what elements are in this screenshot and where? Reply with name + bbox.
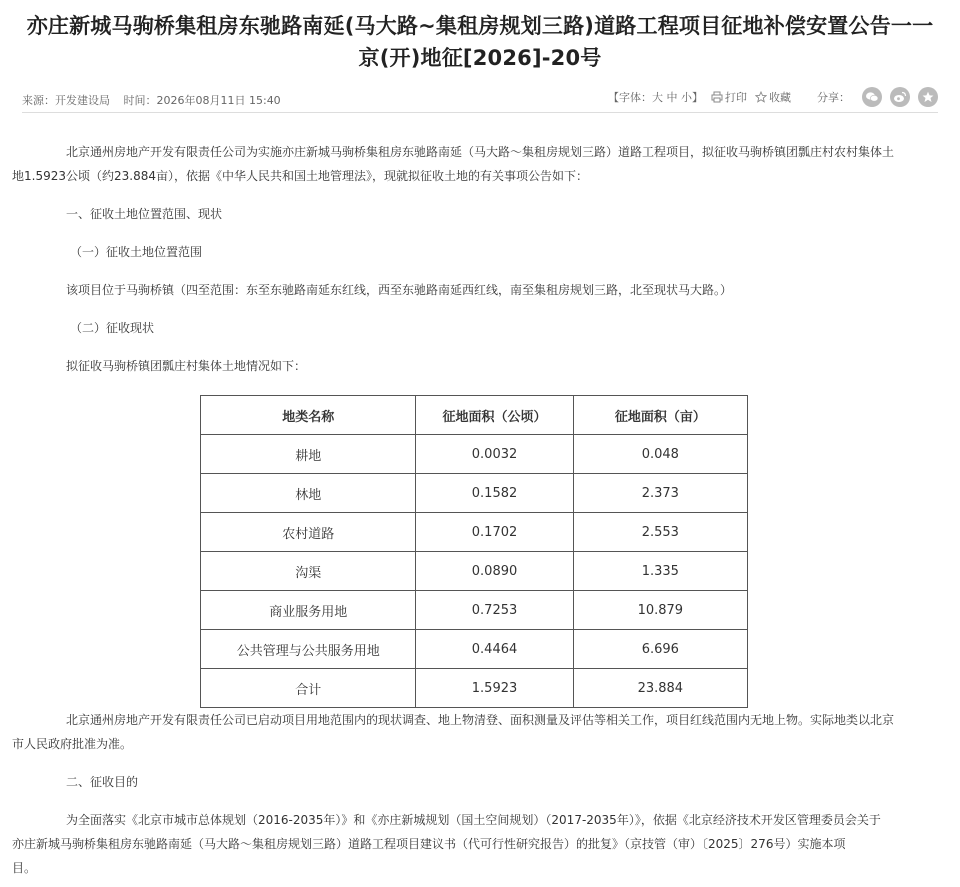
table-cell: 2.373 bbox=[573, 474, 747, 513]
publish-time: 时间：2026年08月11日 15:40 bbox=[123, 94, 281, 107]
purpose-line1: 为全面落实《北京市城市总体规划（2016-2035年）》和《亦庄新城规划（国土空间规划）（2017-2035年）》，依据《北京经济技术开发区管理委员会关于 bbox=[66, 813, 881, 827]
section-heading-1: 一、征收土地位置范围、现状 bbox=[66, 207, 223, 221]
table-cell: 23.884 bbox=[573, 669, 747, 708]
table-cell: 2.553 bbox=[573, 513, 747, 552]
table-row bbox=[201, 591, 748, 630]
range-paragraph: 该项目位于马驹桥镇（四至范围：东至东驰路南延东红线，西至东驰路南延西红线，南至集租房规划三路，北至现状马大路。） bbox=[66, 283, 733, 297]
status-paragraph bbox=[30, 708, 930, 732]
table-cell: 合计 bbox=[201, 669, 416, 708]
intro-paragraph bbox=[30, 140, 930, 164]
share-qzone-button[interactable] bbox=[918, 87, 938, 107]
purpose-paragraph bbox=[30, 808, 930, 832]
article-title-line1: 亦庄新城马驹桥集租房东驰路南延(马大路~集租房规划三路)道路工程项目征地补偿安置公告一一 bbox=[26, 14, 934, 38]
table-cell: 0.4464 bbox=[416, 630, 573, 669]
purpose-line2: 亦庄新城马驹桥集租房东驰路南延（马大路～集租房规划三路）道路工程项目建议书（代可行性研究报告）的批复》（京技管（审）〔2025〕276号）实施本项 bbox=[12, 837, 846, 851]
intro-paragraph-cont bbox=[12, 164, 930, 188]
table-cell: 1.5923 bbox=[416, 669, 573, 708]
share-weibo-button[interactable] bbox=[890, 87, 910, 107]
intro-line1: 北京通州房地产开发有限责任公司为实施亦庄新城马驹桥集租房东驰路南延（马大路～集租房规划三路）道路工程项目，拟征收马驹桥镇团瓢庄村农村集体土 bbox=[66, 145, 895, 159]
article-body-continued bbox=[12, 708, 930, 880]
share-wechat-button[interactable] bbox=[862, 87, 882, 107]
weibo-icon bbox=[893, 91, 907, 103]
table-intro: 拟征收马驹桥镇团瓢庄村集体土地情况如下： bbox=[66, 359, 307, 373]
table-cell: 0.0890 bbox=[416, 552, 573, 591]
table-cell: 商业服务用地 bbox=[201, 591, 416, 630]
source-label: 来源：开发建设局 bbox=[22, 94, 110, 107]
subsection-heading-2: （二）征收现状 bbox=[70, 321, 155, 335]
table-cell: 0.0032 bbox=[416, 435, 573, 474]
table-header-cell: 地类名称 bbox=[201, 396, 416, 435]
favorite-label: 收藏 bbox=[769, 91, 791, 104]
table-cell: 农村道路 bbox=[201, 513, 416, 552]
article-title bbox=[0, 0, 960, 74]
table-cell: 0.1702 bbox=[416, 513, 573, 552]
qzone-icon bbox=[922, 91, 934, 103]
article-title-line2: 京(开)地征[2026]-20号 bbox=[358, 46, 602, 70]
wechat-icon bbox=[865, 91, 879, 103]
table-row bbox=[201, 435, 748, 474]
table-row bbox=[201, 552, 748, 591]
table-cell: 10.879 bbox=[573, 591, 747, 630]
print-button[interactable] bbox=[711, 89, 747, 105]
table-cell: 0.048 bbox=[573, 435, 747, 474]
print-label: 打印 bbox=[725, 91, 747, 104]
section-heading-2: 二、征收目的 bbox=[66, 775, 139, 789]
table-cell: 公共管理与公共服务用地 bbox=[201, 630, 416, 669]
purpose-paragraph-end bbox=[12, 856, 930, 880]
table-header-cell: 征地面积（亩） bbox=[573, 396, 747, 435]
share-label: 分享： bbox=[817, 91, 850, 104]
intro-line2: 地1.5923公顷（约23.884亩），依据《中华人民共和国土地管理法》，现就拟征收土地的有关事项公告如下： bbox=[12, 169, 588, 183]
print-icon bbox=[711, 91, 723, 103]
favorite-button[interactable] bbox=[755, 89, 791, 105]
table-cell: 沟渠 bbox=[201, 552, 416, 591]
purpose-paragraph-cont bbox=[12, 832, 930, 856]
article-body bbox=[12, 140, 930, 378]
table-header-cell: 征地面积（公顷） bbox=[416, 396, 573, 435]
table-cell: 0.7253 bbox=[416, 591, 573, 630]
table-row bbox=[201, 630, 748, 669]
table-total-row bbox=[201, 669, 748, 708]
article-tools bbox=[600, 87, 938, 107]
status-paragraph-cont bbox=[12, 732, 930, 756]
subsection-heading-1: （一）征收土地位置范围 bbox=[70, 245, 203, 259]
article-meta-info bbox=[22, 92, 291, 108]
table-cell: 6.696 bbox=[573, 630, 747, 669]
status-line2: 市人民政府批准为准。 bbox=[12, 737, 133, 751]
table-row bbox=[201, 474, 748, 513]
table-cell: 林地 bbox=[201, 474, 416, 513]
table-cell: 耕地 bbox=[201, 435, 416, 474]
table-cell: 0.1582 bbox=[416, 474, 573, 513]
purpose-line3: 目。 bbox=[12, 861, 37, 875]
status-line1: 北京通州房地产开发有限责任公司已启动项目用地范围内的现状调查、地上物清登、面积测量及评估等相关工作，项目红线范围内无地上物。实际地类以北京 bbox=[66, 713, 895, 727]
star-icon bbox=[755, 91, 767, 103]
article-meta-bar bbox=[22, 86, 938, 113]
table-row bbox=[201, 513, 748, 552]
table-cell: 1.335 bbox=[573, 552, 747, 591]
table-header-row bbox=[201, 396, 748, 435]
land-table bbox=[200, 395, 748, 708]
font-size-switch[interactable]: 【字体：大 中 小】 bbox=[608, 91, 703, 104]
